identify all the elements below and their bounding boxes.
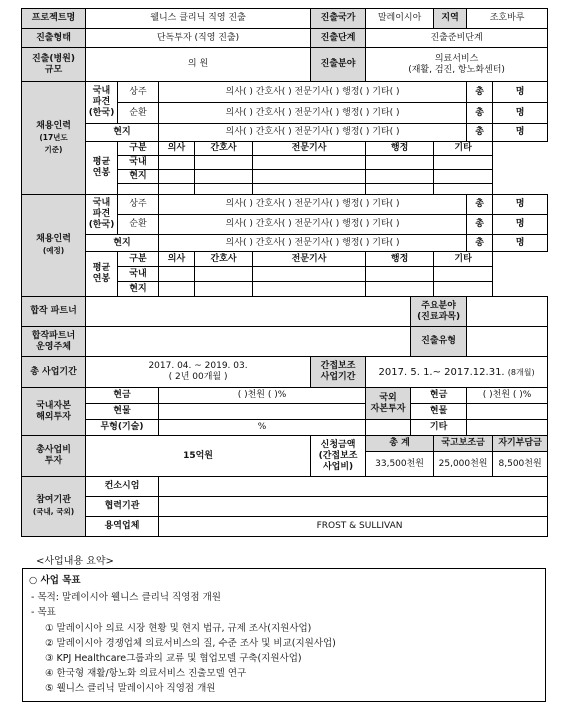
cooperating-org-label: 협력기관	[86, 497, 159, 517]
other-label: 기타	[411, 420, 467, 436]
salary-cell[interactable]	[159, 282, 195, 297]
salary-cell[interactable]	[434, 170, 493, 184]
salary-col-nurse: 간호사	[195, 252, 253, 267]
region-value: 조호바루	[467, 9, 548, 29]
partner-org-row	[22, 497, 548, 517]
goods-label: 현물	[86, 404, 159, 420]
salary-cell[interactable]	[253, 282, 366, 297]
sum-value: 33,500천원	[366, 452, 434, 477]
resident-roles: 의사( ) 간호사( ) 전문기사( ) 행정( ) 기타( )	[159, 82, 467, 103]
operator-value[interactable]	[86, 327, 411, 357]
local-label: 현지	[86, 124, 159, 142]
local-label: 현지	[86, 235, 159, 252]
entry-field-label: 진출분야	[311, 48, 366, 82]
investment-goods-row	[22, 404, 548, 420]
salary-cell[interactable]	[253, 170, 366, 184]
staff-plan-local-row	[22, 235, 548, 252]
self-funding-value: 8,500천원	[493, 452, 548, 477]
entry-type-value[interactable]	[467, 327, 548, 357]
salary-cell[interactable]	[195, 170, 253, 184]
rotation-label: 순환	[118, 215, 159, 235]
blank-cell	[159, 184, 195, 195]
target-line: - 목표	[31, 607, 56, 618]
region-label: 지역	[434, 9, 467, 29]
service-vendor-value: FROST & SULLIVAN	[159, 517, 548, 537]
hospital-scale-value: 의 원	[86, 48, 311, 82]
salary-col-technician: 전문기사	[253, 252, 366, 267]
blank-cell	[253, 184, 366, 195]
unit-label: 명	[493, 195, 548, 215]
total-budget-header-row	[22, 436, 548, 452]
salary-cell[interactable]	[195, 282, 253, 297]
joint-partner-value[interactable]	[86, 297, 411, 327]
resident-roles: 의사( ) 간호사( ) 전문기사( ) 행정( ) 기타( )	[159, 195, 467, 215]
country-label: 진출국가	[311, 9, 366, 29]
domestic-dispatch-label: 국내 파견 (한국)	[86, 82, 118, 124]
unit-label: 명	[493, 124, 548, 142]
operator-label: 합작파트너 운영주체	[22, 327, 86, 357]
support-period-value: 2017. 5. 1.~ 2017.12.31. (8개월)	[366, 357, 548, 388]
salary-cell[interactable]	[159, 267, 195, 282]
salary-col-admin: 행정	[366, 142, 434, 156]
period-row	[22, 357, 548, 388]
local-roles: 의사( ) 간호사( ) 전문기사( ) 행정( ) 기타( )	[159, 235, 467, 252]
target-item: ④ 한국형 재활/항노화 의료서비스 진출모델 연구	[45, 668, 247, 679]
project-period-label: 총 사업기간	[22, 357, 86, 388]
salary-col-other: 기타	[434, 142, 493, 156]
project-period-value: 2017. 04. ~ 2019. 03. ( 2년 00개월 )	[86, 357, 311, 388]
salary-cell[interactable]	[434, 156, 493, 170]
total-label: 총	[467, 103, 493, 124]
total-label: 총	[467, 235, 493, 252]
gov-subsidy-value: 25,000천원	[434, 452, 493, 477]
salary-cell[interactable]	[195, 156, 253, 170]
entry-form-value: 단독투자 (직영 진출)	[86, 29, 311, 48]
blank-cell	[366, 184, 434, 195]
salary-cell[interactable]	[434, 267, 493, 282]
salary-cell[interactable]	[366, 282, 434, 297]
resident-label: 상주	[118, 195, 159, 215]
salary-cell[interactable]	[366, 267, 434, 282]
investment-intangible-row	[22, 420, 548, 436]
self-funding-label: 자기부담금	[493, 436, 548, 452]
target-item: ⑤ 웰니스 클리닉 말레이시아 직영점 개원	[45, 683, 216, 694]
domestic-capital-label: 국내자본 해외투자	[22, 388, 86, 436]
unit-label: 명	[493, 235, 548, 252]
support-period-label: 간접보조 사업기간	[311, 357, 366, 388]
entry-stage-value: 진출준비단계	[366, 29, 548, 48]
entry-field-value: 의료서비스 (재활, 검진, 항노화센터)	[366, 48, 548, 82]
other-value[interactable]	[467, 420, 548, 436]
consortium-row	[22, 477, 548, 497]
participating-orgs-label: 참여기관 (국내, 국외)	[22, 477, 86, 537]
goal-heading: ○ 사업 목표	[29, 575, 81, 586]
main-field-value[interactable]	[467, 297, 548, 327]
entry-form-label: 진출형태	[22, 29, 86, 48]
salary-col-nurse: 간호사	[195, 142, 253, 156]
sum-label: 총 계	[366, 436, 434, 452]
gov-subsidy-label: 국고보조금	[434, 436, 493, 452]
average-salary-label: 평균 연봉	[86, 252, 118, 297]
staff-plan-resident-row	[22, 195, 548, 215]
blank-cell	[434, 184, 493, 195]
salary-cell[interactable]	[434, 282, 493, 297]
intangible-label: 무형(기술)	[86, 420, 159, 436]
blank-cell	[366, 420, 411, 436]
foreign-cash-value: ( )천원 ( )%	[467, 388, 548, 404]
rotation-roles: 의사( ) 간호사( ) 전문기사( ) 행정( ) 기타( )	[159, 215, 467, 235]
applied-amount-label: 신청금액 (간접보조 사업비)	[311, 436, 366, 477]
target-item: ③ KPJ Healthcare그룹과의 교류 및 협업모델 구축(지원사업)	[45, 653, 302, 664]
summary-title: <사업내용 요약>	[36, 556, 114, 567]
domestic-dispatch-label: 국내 파견 (한국)	[86, 195, 118, 235]
purpose-line: - 목적: 말레이시아 웰니스 클리닉 직영점 개원	[31, 592, 221, 603]
salary-cell[interactable]	[195, 267, 253, 282]
total-budget-label: 총사업비 투자	[22, 436, 86, 477]
main-field-label: 주요분야 (진료과목)	[411, 297, 467, 327]
blank-cell	[118, 184, 159, 195]
staff-2017-label: 채용인력 (17년도 기준)	[22, 82, 86, 195]
rotation-label: 순환	[118, 103, 159, 124]
scale-row	[22, 48, 548, 82]
staff-2017-local-row	[22, 124, 548, 142]
salary-cell[interactable]	[253, 267, 366, 282]
unit-label: 명	[493, 82, 548, 103]
total-budget-value: 15억원	[86, 436, 311, 477]
joint-partner-label: 합작 파트너	[22, 297, 86, 327]
project-name-value: 웰니스 클리닉 직영 진출	[86, 9, 311, 29]
salary-col-category: 구분	[118, 252, 159, 267]
entry-stage-label: 진출단계	[311, 29, 366, 48]
salary-row-domestic: 국내	[118, 267, 159, 282]
blank-cell	[195, 184, 253, 195]
foreign-goods-value[interactable]	[467, 404, 548, 420]
total-label: 총	[467, 215, 493, 235]
project-info-table	[21, 8, 548, 537]
salary-cell[interactable]	[159, 170, 195, 184]
country-value: 말레이시아	[366, 9, 434, 29]
salary-cell[interactable]	[366, 170, 434, 184]
investment-cash-row	[22, 388, 548, 404]
local-roles: 의사( ) 간호사( ) 전문기사( ) 행정( ) 기타( )	[159, 124, 467, 142]
target-item: ② 말레이시아 경쟁업체 의료서비스의 질, 수준 조사 및 비교(지원사업)	[45, 638, 336, 649]
salary-row-local: 현지	[118, 282, 159, 297]
consortium-label: 컨소시엄	[86, 477, 159, 497]
hospital-scale-label: 진출(병원) 규모	[22, 48, 86, 82]
staff-plan-label: 채용인력 (예정)	[22, 195, 86, 297]
salary-cell[interactable]	[366, 156, 434, 170]
project-name-row	[22, 9, 548, 29]
summary-box	[22, 568, 546, 702]
total-label: 총	[467, 195, 493, 215]
salary-col-technician: 전문기사	[253, 142, 366, 156]
staff-2017-resident-row	[22, 82, 548, 103]
salary-col-admin: 행정	[366, 252, 434, 267]
domestic-cash-value: ( )천원 ( )%	[159, 388, 366, 404]
operator-row	[22, 327, 548, 357]
resident-label: 상주	[118, 82, 159, 103]
salary-col-other: 기타	[434, 252, 493, 267]
salary-plan-header-row	[22, 252, 548, 267]
foreign-goods-label: 현물	[411, 404, 467, 420]
salary-col-doctor: 의사	[159, 142, 195, 156]
target-item: ① 말레이시아 의료 시장 현황 및 현지 법규, 규제 조사(지원사업)	[45, 623, 312, 634]
unit-label: 명	[493, 215, 548, 235]
cash-label: 현금	[86, 388, 159, 404]
salary-cell[interactable]	[159, 156, 195, 170]
project-name-label: 프로젝트명	[22, 9, 86, 29]
rotation-roles: 의사( ) 간호사( ) 전문기사( ) 행정( ) 기타( )	[159, 103, 467, 124]
partner-row	[22, 297, 548, 327]
salary-cell[interactable]	[253, 156, 366, 170]
cooperating-org-value[interactable]	[159, 497, 548, 517]
salary-row-domestic: 국내	[118, 156, 159, 170]
total-label: 총	[467, 82, 493, 103]
salary-col-doctor: 의사	[159, 252, 195, 267]
salary-row-local: 현지	[118, 170, 159, 184]
salary-col-category: 구분	[118, 142, 159, 156]
foreign-cash-label: 현금	[411, 388, 467, 404]
domestic-goods-value[interactable]	[159, 404, 366, 420]
total-label: 총	[467, 124, 493, 142]
foreign-capital-label: 국외 자본투자	[366, 388, 411, 420]
service-vendor-row	[22, 517, 548, 537]
salary-2017-header-row	[22, 142, 548, 156]
entry-type-row	[22, 29, 548, 48]
consortium-value[interactable]	[159, 477, 548, 497]
service-vendor-label: 용역업체	[86, 517, 159, 537]
entry-type-label: 진출유형	[411, 327, 467, 357]
intangible-value: %	[159, 420, 366, 436]
unit-label: 명	[493, 103, 548, 124]
average-salary-label: 평균 연봉	[86, 142, 118, 195]
